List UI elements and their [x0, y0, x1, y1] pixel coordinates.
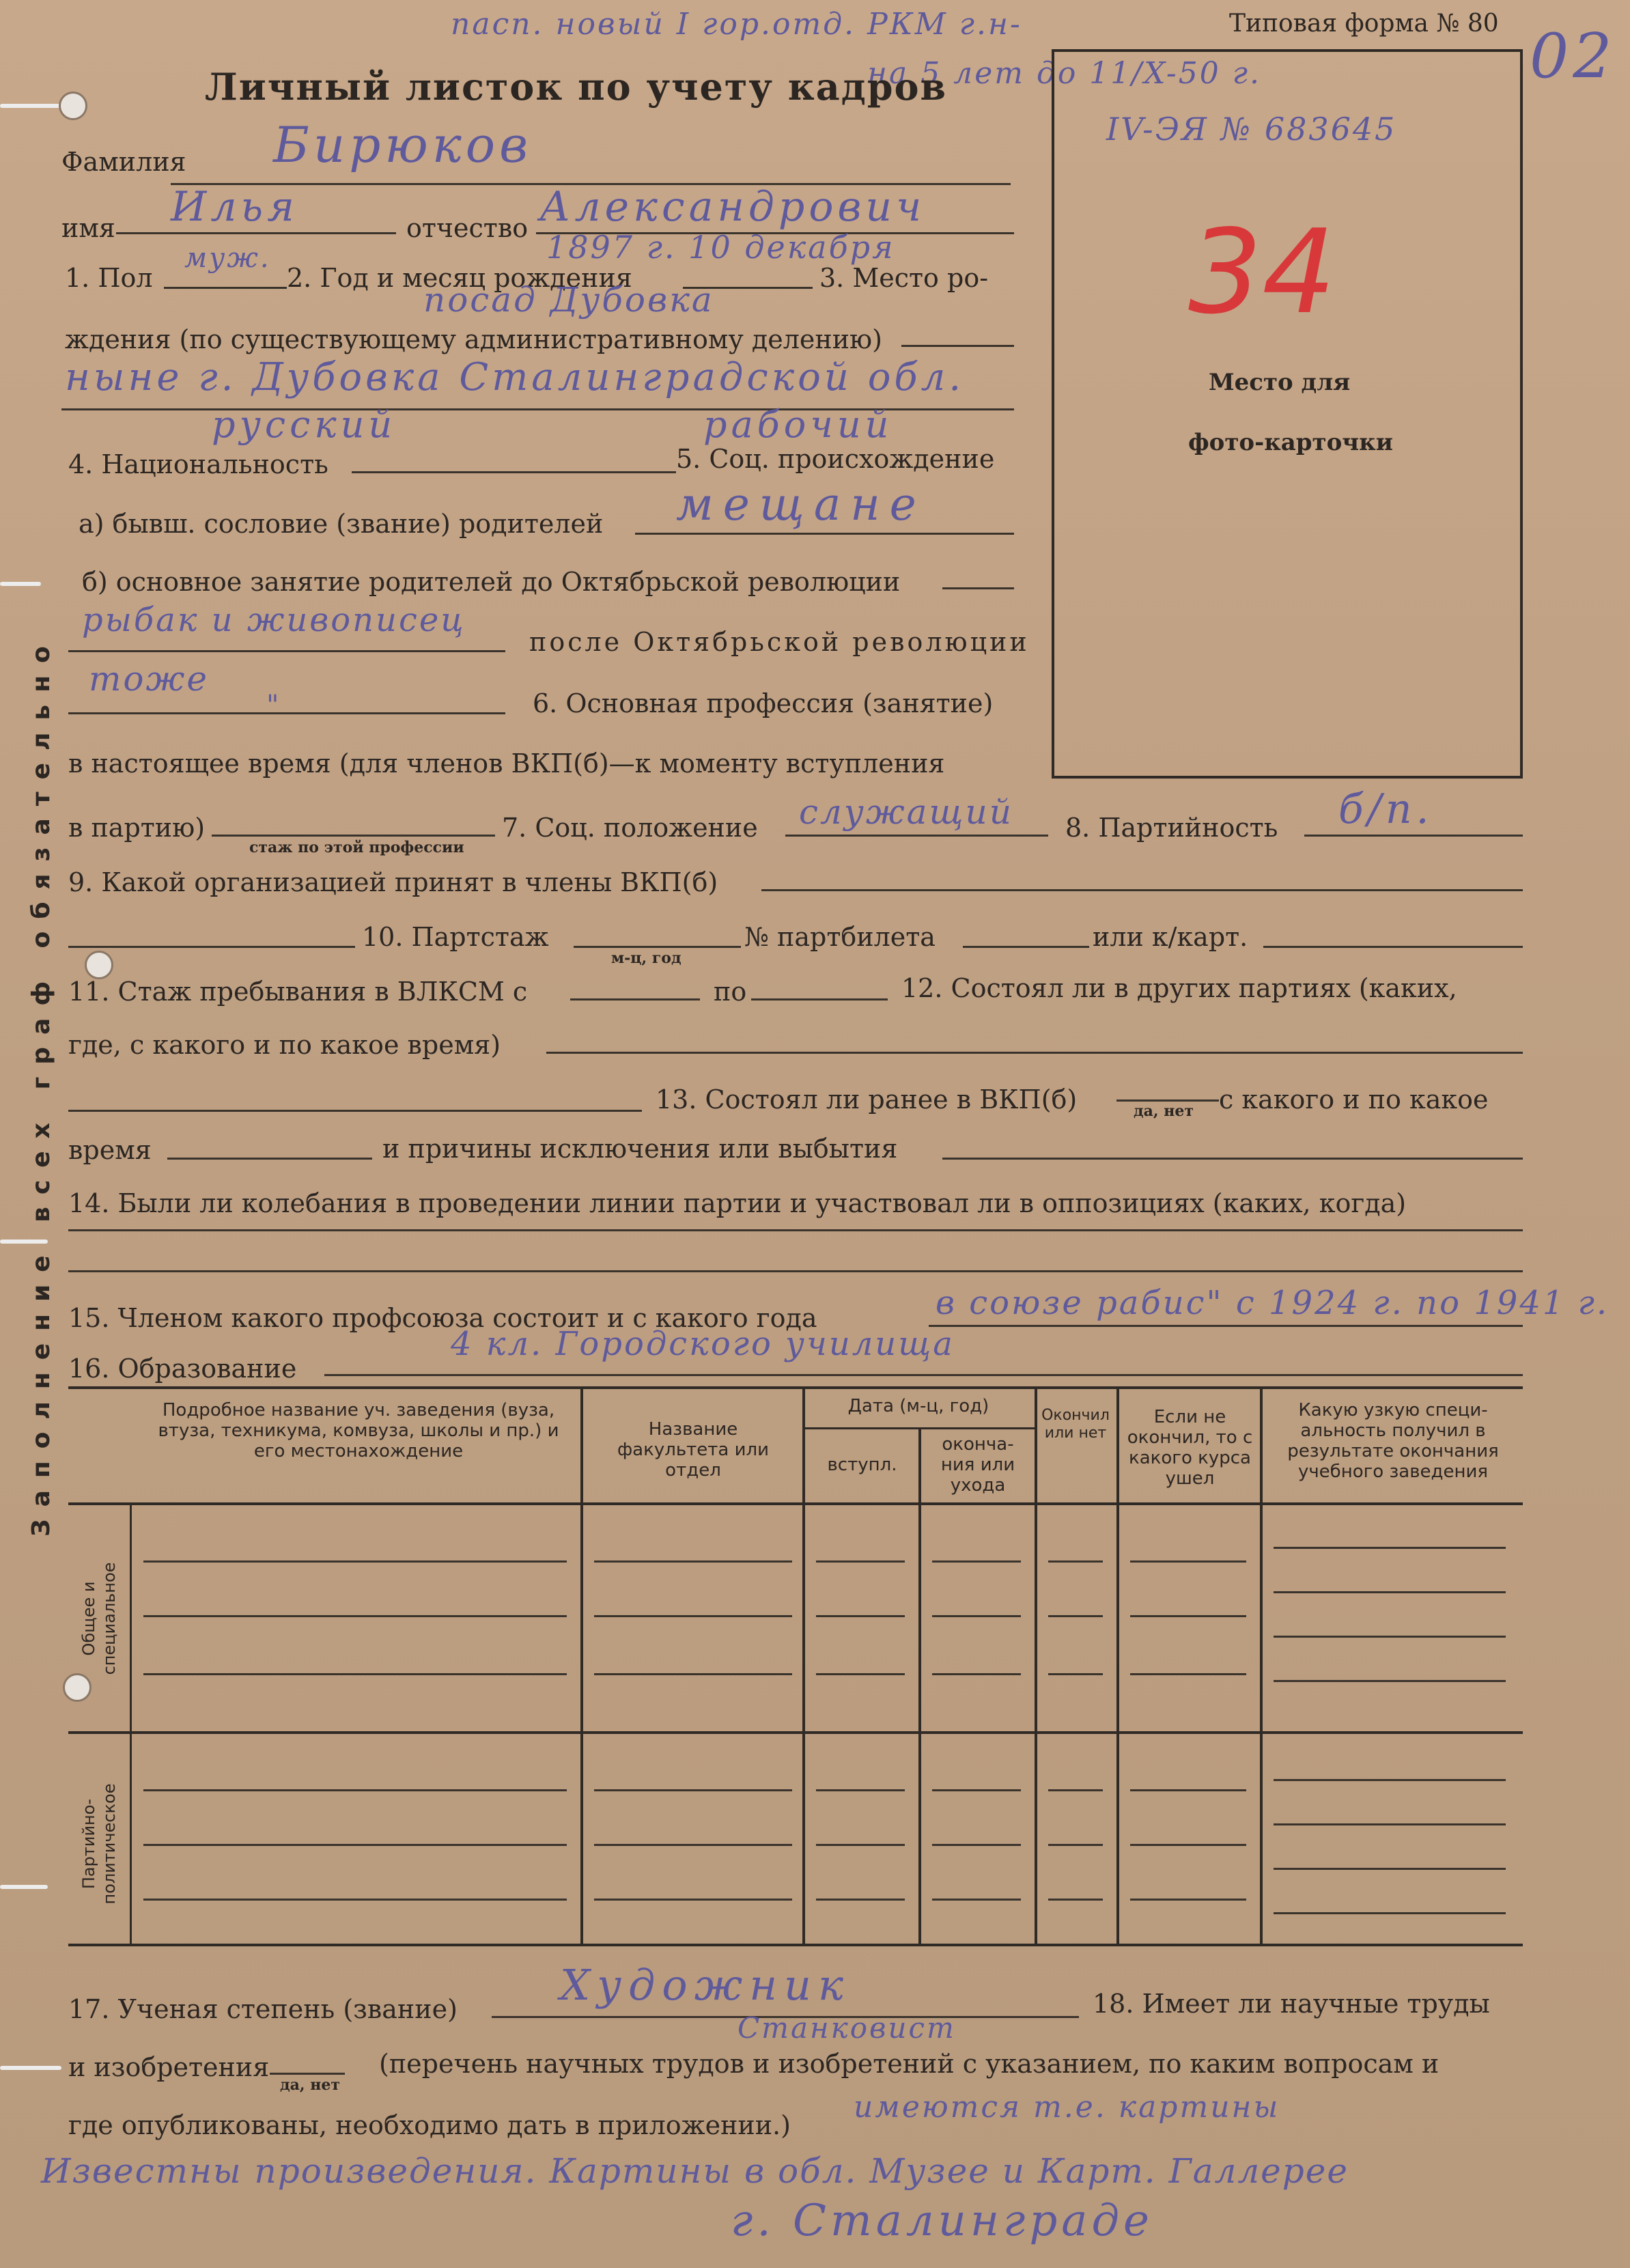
place-label-2: ждения (по существующему административному делению) [65, 324, 882, 354]
stamp-line-1: пасп. новый I гор.отд. РКМ г.н- [451, 7, 1022, 42]
q11-to-label: по [714, 977, 747, 1007]
binding-hole [59, 92, 87, 120]
q13-line-4 [942, 1158, 1523, 1160]
occupation-after-value-2: " [266, 690, 281, 721]
patronymic-value: Александрович [539, 183, 926, 231]
q11-line-1 [570, 998, 700, 1000]
birth-label: 2. Год и месяц рождения [287, 263, 632, 293]
nationality-value: русский [212, 403, 397, 446]
q18-value-1: имеются т.е. картины [854, 2090, 1280, 2125]
profession-label-2: в настоящее время (для членов ВКП(б)—к моменту вступления [68, 748, 945, 779]
social-line [785, 835, 1048, 837]
q15-line [929, 1325, 1523, 1327]
q10-sub: м-ц, год [611, 949, 681, 967]
estate-line [635, 533, 1014, 535]
col-not-finished: Если не окончил, то с какого курса ушел [1127, 1407, 1253, 1489]
sex-value: муж. [184, 242, 271, 274]
nationality-label: 4. Национальность [68, 449, 328, 479]
sex-label: 1. Пол [65, 263, 153, 293]
name-value: Илья [171, 183, 298, 231]
q18-label: 18. Имеет ли научные труды [1093, 1989, 1490, 2019]
corner-mark: 02 [1530, 20, 1616, 92]
sex-line [164, 287, 287, 289]
q16-line [324, 1374, 1523, 1376]
education-table [68, 1386, 1523, 1946]
q13-line-1 [68, 1110, 642, 1112]
profession-label: 6. Основная профессия (занятие) [533, 688, 994, 718]
q18-value-2: Известны произведения. Картины в обл. Музее и Карт. Галлерее [41, 2151, 1349, 2191]
col-faculty: Название факультета или отдел [617, 1419, 770, 1481]
photo-label-2: фото-карточки [1188, 429, 1393, 456]
col-date-end: оконча- ния или ухода [940, 1434, 1015, 1496]
q17-value: Художник [560, 1960, 850, 2010]
place-label: 3. Место ро- [819, 263, 989, 293]
stamp-line-2: на 5 лет до 11/X-50 г. [867, 56, 1261, 91]
col-institution: Подробное название уч. заведения (вуза, втуза, техникума, комвуза, школы и пр.) и его местонахождение [158, 1400, 559, 1461]
photo-label-1: Место для [1209, 369, 1351, 396]
q13-label-4: и причины исключения или выбытия [382, 1134, 898, 1164]
q10-line-4 [1263, 946, 1523, 948]
profession-line-1 [68, 712, 505, 714]
place-value-1: посад Дубовка [423, 280, 714, 320]
q13-label-3: время [68, 1135, 152, 1165]
q15-label: 15. Членом какого профсоюза состоит и с какого года [68, 1303, 817, 1333]
surname-label: Фамилия [61, 147, 186, 177]
binding-string [0, 582, 41, 586]
patronymic-label: отчество [406, 213, 529, 243]
binding-string [0, 1885, 48, 1889]
party-value: б/п. [1338, 785, 1433, 833]
origin-value: рабочий [703, 403, 893, 446]
party-label: 8. Партийность [1065, 813, 1278, 843]
occupation-before-value: рыбак и живописец [82, 601, 466, 639]
q15-value: в союзе рабис" с 1924 г. по 1941 г. [936, 1284, 1610, 1322]
q12-line [546, 1052, 1523, 1054]
form-number: Типовая форма № 80 [1229, 10, 1499, 38]
q18-value-3: г. Сталинграде [731, 2196, 1153, 2246]
nationality-line [352, 471, 676, 473]
q14-label: 14. Были ли колебания в проведении линии партии и участвовал ли в оппозициях (каких, когда) [68, 1188, 1407, 1218]
q10-or-label: или к/карт. [1093, 922, 1248, 952]
occupation-after-label: после Октябрьской революции [529, 627, 1030, 657]
q17-value-2: Станковист [737, 2011, 956, 2045]
q11-label: 11. Стаж пребывания в ВЛКСМ с [68, 977, 528, 1007]
social-label: 7. Соц. положение [502, 813, 758, 843]
place-line-1 [901, 345, 1014, 347]
q13-line-2 [1116, 1100, 1219, 1102]
q9-label: 9. Какой организацией принят в члены ВКП(б) [68, 867, 718, 897]
page-number-mark: 34 [1188, 205, 1336, 340]
q13-line-3 [167, 1158, 372, 1160]
occupation-before-label: б) основное занятие родителей до Октябрьской революции [82, 567, 901, 597]
q13-sub: да, нет [1134, 1102, 1194, 1120]
page-title: Личный листок по учету кадров [205, 65, 948, 109]
estate-value: мещане [676, 478, 926, 531]
q10-line-2 [574, 946, 741, 948]
occupation-before-line [942, 587, 1014, 589]
occupation-before-line-2 [68, 650, 505, 652]
photo-box [1052, 49, 1523, 779]
binding-hole [85, 951, 113, 979]
q16-label: 16. Образование [68, 1354, 297, 1384]
q10-line-3 [963, 946, 1089, 948]
name-line [116, 232, 396, 234]
q10-card-label: № партбилета [744, 922, 936, 952]
surname-value: Бирюков [273, 116, 533, 173]
q10-label: 10. Партстаж [362, 922, 549, 952]
origin-label: 5. Соц. происхождение [676, 444, 995, 474]
margin-instruction: Заполнение всех граф обязательно [27, 634, 55, 1537]
q17-label: 17. Ученая степень (звание) [68, 1994, 458, 2024]
q13-label-2: с какого и по какое [1219, 1084, 1489, 1115]
birth-value: 1897 г. 10 декабря [546, 229, 895, 266]
binding-string [0, 104, 61, 108]
estate-label: а) бывш. сословие (звание) родителей [79, 509, 604, 539]
profession-label-3: в партию) [68, 813, 206, 843]
social-value: служащий [799, 792, 1013, 832]
q13-label: 13. Состоял ли ранее в ВКП(б) [656, 1084, 1078, 1115]
q11-line-2 [751, 998, 888, 1000]
q18-line [270, 2073, 345, 2075]
q12-label: 12. Состоял ли в других партиях (каких, [901, 973, 1457, 1003]
experience-label: стаж по этой профессии [249, 839, 464, 856]
place-value-2: ныне г. Дубовка Сталинградской обл. [65, 355, 965, 400]
party-line [1304, 835, 1523, 837]
stamp-line-3: IV-ЭЯ № 683645 [1106, 111, 1397, 148]
row-political-label: Партийно- политическое [79, 1783, 119, 1905]
col-speciality: Какую узкую специ- альность получил в результате окончания учебного заведения [1287, 1400, 1499, 1482]
q9-line [761, 889, 1523, 891]
q14-line-1 [68, 1229, 1523, 1231]
q16-value: 4 кл. Городского училища [451, 1325, 955, 1363]
q18-label-4: где опубликованы, необходимо дать в приложении.) [68, 2110, 791, 2140]
binding-string [0, 2066, 61, 2070]
col-finished: Окончил или нет [1041, 1407, 1110, 1442]
occupation-after-value: тоже [89, 659, 209, 699]
q10-line-1 [68, 946, 355, 948]
q14-line-2 [68, 1270, 1523, 1272]
col-date-start: вступл. [827, 1455, 897, 1475]
q18-label-3: (перечень научных трудов и изобретений с указанием, по каким вопросам и [379, 2049, 1439, 2079]
col-date: Дата (м-ц, год) [847, 1396, 989, 1416]
q12-label-2: где, с какого и по какое время) [68, 1030, 501, 1060]
name-label: имя [61, 213, 115, 243]
row-general-label: Общее и специальное [79, 1562, 119, 1675]
q18-sub: да, нет [280, 2076, 340, 2094]
q18-label-2: и изобретения [68, 2052, 270, 2082]
profession-line-2 [212, 835, 495, 837]
